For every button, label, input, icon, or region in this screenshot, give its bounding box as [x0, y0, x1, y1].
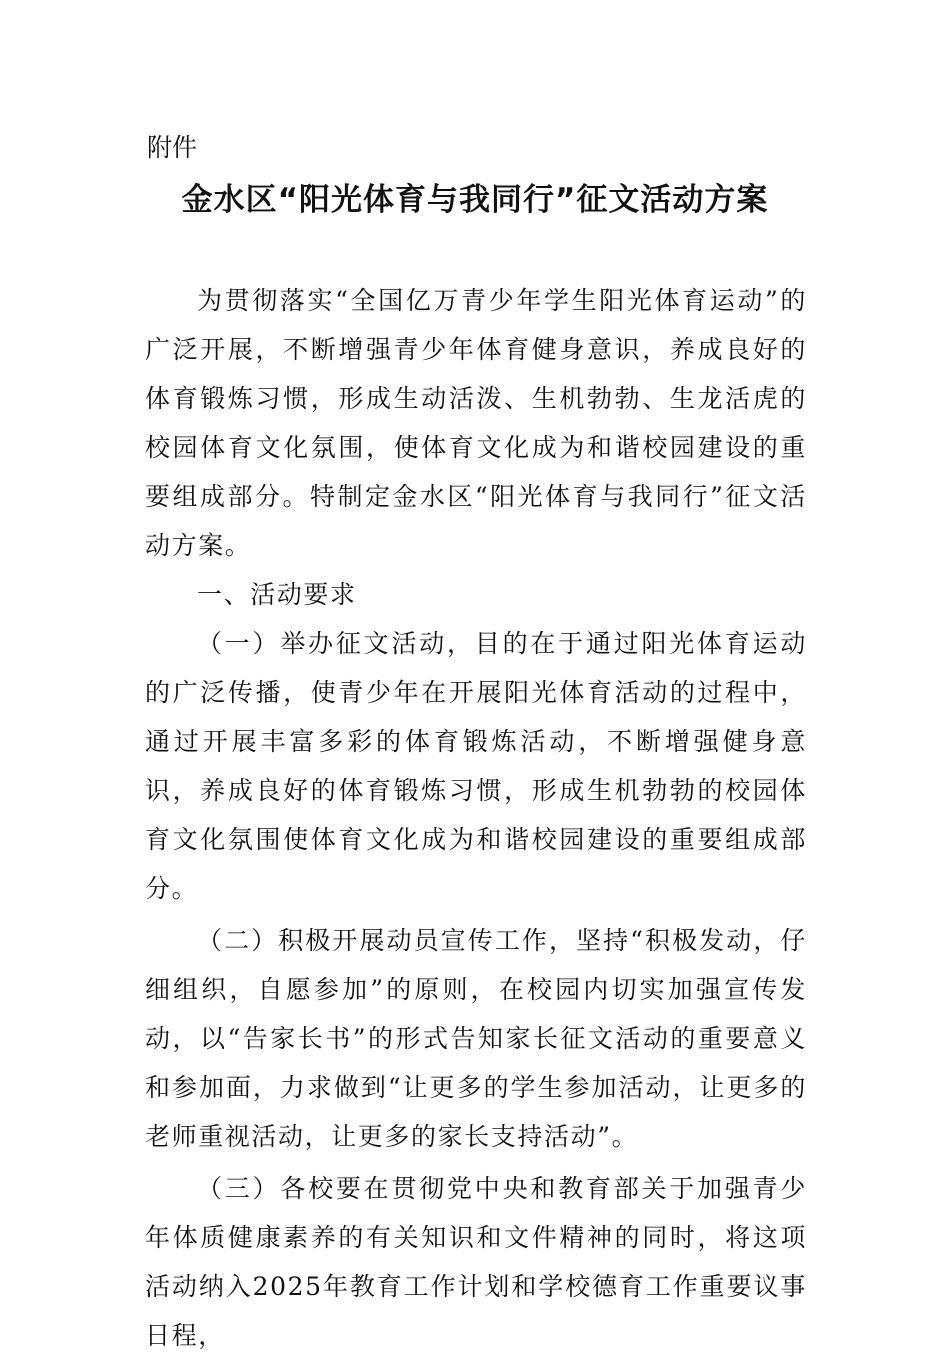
intro-paragraph: 为贯彻落实“全国亿万青少年学生阳光体育运动”的广泛开展，不断增强青少年体育健身意识，养成良好的体育锻炼习惯，形成生动活泼、生机勃勃、生龙活虎的校园体育文化氛围，使体育文化成为和谐校园建设的重要组成部分。特制定金水区“阳光体育与我同行”征文活动方案。	[145, 286, 807, 560]
document-title: 金水区“阳光体育与我同行”征文活动方案	[181, 182, 769, 218]
requirement-item-2: （二）积极开展动员宣传工作，坚持“积极发动，仔细组织，自愿参加”的原则，在校园内切实加强宣传发动，以“告家长书”的形式告知家长征文活动的重要意义和参加面，力求做到“让更多的学生参加活动，让更多的老师重视活动，让更多的家长支持活动”。	[145, 926, 807, 1151]
attachment-label: 附件	[147, 133, 198, 162]
requirement-item-3: （三）各校要在贯彻党中央和教育部关于加强青少年体质健康素养的有关知识和文件精神的同时，将这项活动纳入2025年教育工作计划和学校德育工作重要议事日程，	[145, 1174, 807, 1350]
document-body	[145, 276, 807, 1360]
section-heading-requirements: 一、活动要求	[197, 580, 357, 609]
requirement-item-1: （一）举办征文活动，目的在于通过阳光体育运动的广泛传播，使青少年在开展阳光体育活动的过程中，通过开展丰富多彩的体育锻炼活动，不断增强健身意识，养成良好的体育锻炼习惯，形成生机勃勃的校园体育文化氛围使体育文化成为和谐校园建设的重要组成部分。	[145, 629, 807, 903]
